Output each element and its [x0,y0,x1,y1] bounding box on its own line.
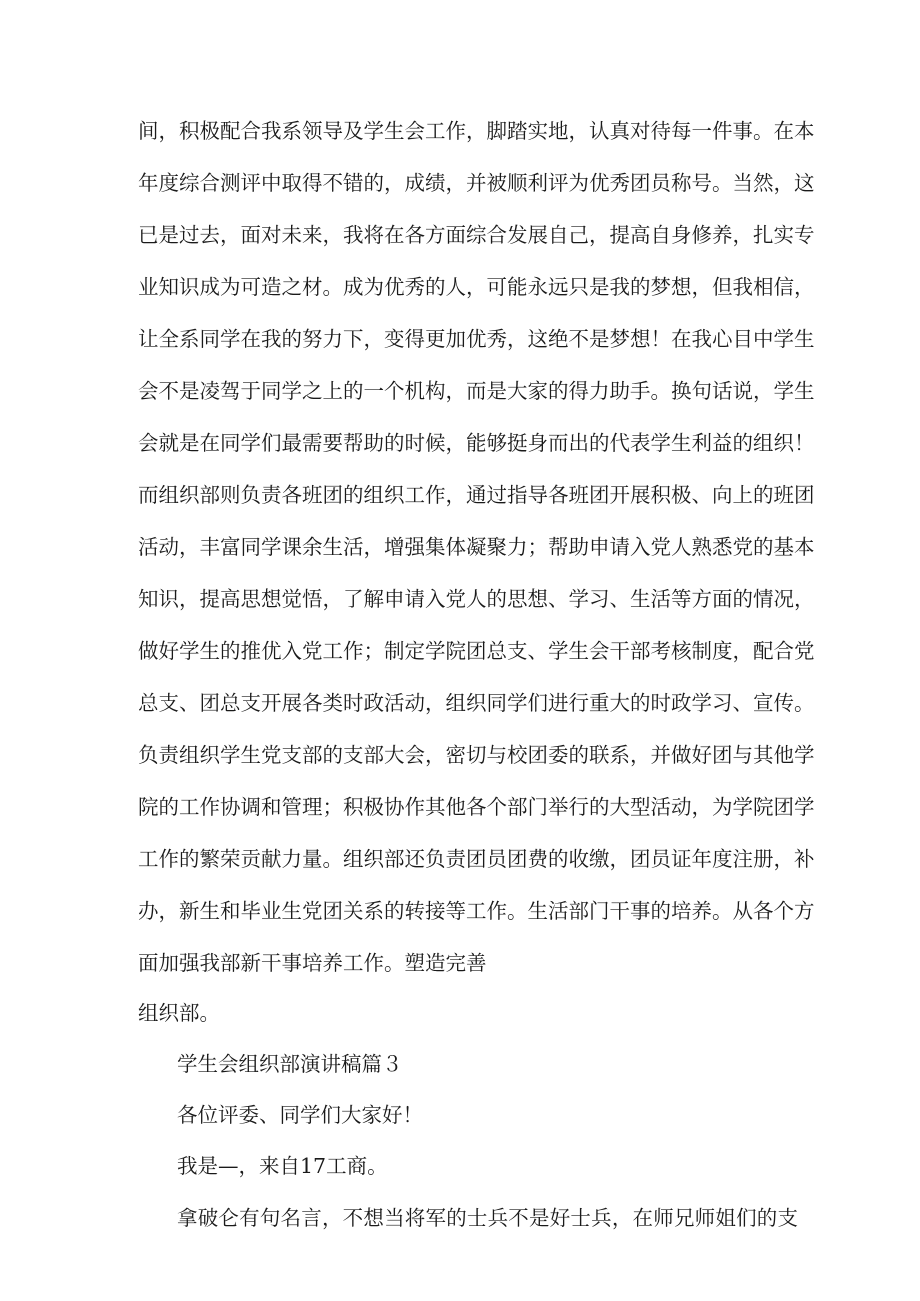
paragraph-line-14: 院的工作协调和管理；积极协作其他各个部门举行的大型活动，为学院团学 [138,795,815,819]
paragraph-line-3: 已是过去，面对未来，我将在各方面综合发展自己，提高自身修养，扎实专 [138,223,815,247]
paragraph-line-13: 负责组织学生党支部的支部大会，密切与校团委的联系，并做好团与其他学 [138,743,815,767]
paragraph-line-16: 办，新生和毕业生党团关系的转接等工作。生活部门干事的培养。从各个方 [138,899,815,923]
paragraph-line-9: 活动，丰富同学课余生活，增强集体凝聚力；帮助申请入党人熟悉党的基本 [138,535,815,559]
paragraph-line-6: 会不是凌驾于同学之上的一个机构，而是大家的得力助手。换句话说，学生 [138,379,815,403]
paragraph-line-11: 做好学生的推优入党工作；制定学院团总支、学生会干部考核制度，配合党 [138,639,815,663]
paragraph-line-12: 总支、团总支开展各类时政活动，组织同学们进行重大的时政学习、宣传。 [138,691,815,715]
paragraph-line-2: 年度综合测评中取得不错的，成绩，并被顺利评为优秀团员称号。当然，这 [138,171,815,195]
greeting: 各位评委、同学们大家好！ [177,1103,423,1127]
paragraph-line-4: 业知识成为可造之材。成为优秀的人，可能永远只是我的梦想，但我相信， [138,275,815,299]
paragraph-line-1: 间，积极配合我系领导及学生会工作，脚踏实地，认真对待每一件事。在本 [138,119,815,143]
paragraph-line-5: 让全系同学在我的努力下，变得更加优秀，这绝不是梦想！在我心目中学生 [138,327,815,351]
paragraph-line-15: 工作的繁荣贡献力量。组织部还负责团员团费的收缴，团员证年度注册，补 [138,847,815,871]
next-paragraph-line: 拿破仑有句名言，不想当将军的士兵不是好士兵，在师兄师姐们的支 [177,1206,798,1230]
paragraph-line-17: 面加强我部新干事培养工作。塑造完善 [138,951,487,975]
paragraph-line-7: 会就是在同学们最需要帮助的时候，能够挺身而出的代表学生利益的组织！ [138,431,815,455]
paragraph-line-10: 知识，提高思想觉悟，了解申请入党人的思想、学习、生活等方面的情况， [138,587,815,611]
closing-line: 组织部。 [138,1001,220,1025]
section-title: 学生会组织部演讲稿篇３ [177,1052,403,1076]
paragraph-line-8: 而组织部则负责各班团的组织工作，通过指导各班团开展积极、向上的班团 [138,483,815,507]
speaker-intro: 我是—，来自17工商。 [177,1154,388,1178]
